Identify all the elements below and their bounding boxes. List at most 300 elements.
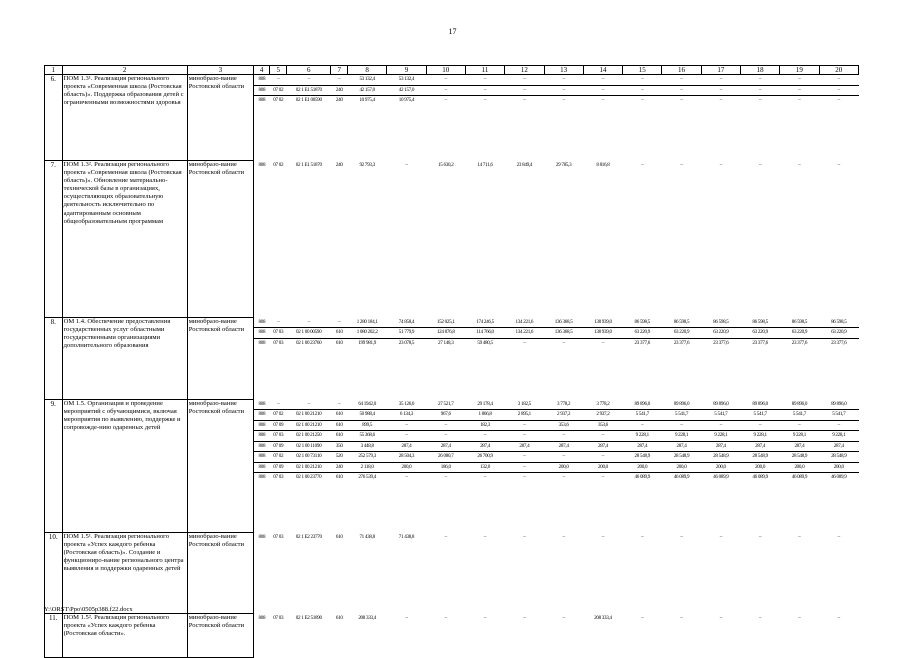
sub-value: –: [444, 474, 447, 480]
value-cell: [623, 533, 662, 614]
value-cell: [253, 400, 270, 533]
sub-value: 5 541,7: [780, 410, 819, 421]
column-number: 10: [426, 66, 465, 75]
column-number: 5: [270, 66, 287, 75]
row-number: 7.: [45, 161, 63, 318]
sub-value: 02 1 00 21210: [287, 463, 331, 474]
sub-value: –: [483, 97, 487, 103]
sub-value: 07 02: [270, 452, 287, 463]
sub-value: –: [583, 86, 622, 97]
value-cell: [465, 533, 504, 614]
value-cell: [623, 318, 662, 400]
sub-value: 10 975,4: [359, 97, 375, 103]
sub-value: –: [505, 86, 544, 97]
value-cell: [662, 75, 701, 161]
sub-value: –: [426, 421, 465, 432]
table-row: [45, 75, 859, 161]
sub-value: 200,0: [544, 463, 583, 474]
sub-value: –: [641, 97, 644, 103]
column-number: 6: [287, 66, 331, 75]
sub-value: 9 228,1: [819, 431, 858, 442]
sub-value: –: [680, 533, 683, 540]
sub-value: 2 118,0: [348, 463, 387, 474]
sub-value: 63 220,9: [780, 328, 819, 339]
sub-value: 3 778,2: [544, 400, 583, 411]
value-cell: [623, 614, 662, 658]
sub-value: 10 975,4: [398, 97, 415, 103]
column-number: 11: [465, 66, 504, 75]
value-cell: [426, 318, 465, 400]
sub-value: 46 089,9: [831, 474, 847, 480]
sub-value: 353,6: [583, 421, 622, 432]
value-cell: [780, 75, 819, 161]
value-cell: [662, 318, 701, 400]
sub-value: 23 377,6: [831, 339, 847, 346]
sub-value: –: [662, 75, 701, 86]
sub-value: –: [798, 97, 801, 103]
sub-value: 5 541,7: [662, 410, 701, 421]
sub-value: 124 876,8: [426, 328, 465, 339]
value-cell: [387, 614, 426, 658]
sub-value: –: [405, 161, 408, 168]
sub-value: –: [505, 75, 544, 86]
sub-value: –: [798, 161, 801, 168]
measure-description: ПОМ 1.3². Реализация регионального проекта «Современная школа (Ростовская область)». Обновление материально-технической базы в организациях, осуществляющих образовательную деятельность исключительно по адаптированным основным общеобразовательным программам: [62, 161, 187, 318]
sub-value: –: [523, 474, 526, 480]
sub-value: 07 09: [270, 442, 287, 453]
value-cell: [544, 161, 583, 318]
sub-value: 174 246,5: [465, 318, 504, 329]
sub-value: 53 132,4: [387, 75, 426, 86]
sub-value: –: [331, 400, 348, 411]
sub-value: 240: [335, 161, 343, 168]
sub-value: –: [331, 318, 348, 329]
sub-value: 02 1 00 21210: [287, 410, 331, 421]
value-cell: [348, 533, 387, 614]
sub-value: 02 1 E1 51870: [287, 86, 331, 97]
sub-value: 86 598,5: [701, 318, 740, 329]
sub-value: –: [701, 86, 740, 97]
value-cell: [348, 400, 387, 533]
sub-value: –: [287, 318, 331, 329]
sub-value: 89 896,0: [701, 400, 740, 411]
sub-value: 02 1 E1 51870: [295, 161, 322, 168]
sub-value: 3 448,8: [348, 442, 387, 453]
value-cell: [780, 614, 819, 658]
value-cell: [583, 318, 622, 400]
measure-description: ОМ 1.4. Обеспечение предоставления государственных услуг областными государственными организациями дополнительного образования: [62, 318, 187, 400]
sub-value: 07 03: [273, 614, 284, 621]
sub-value: 07 03: [273, 339, 284, 346]
column-number: 9: [387, 66, 426, 75]
sub-value: 199 981,9: [358, 339, 376, 346]
sub-value: 46 089,9: [673, 474, 690, 480]
value-cell: [465, 400, 504, 533]
value-cell: [287, 318, 331, 400]
sub-value: 02 1 00 23760: [296, 339, 322, 346]
value-cell: [740, 533, 779, 614]
sub-value: 89 896,0: [662, 400, 701, 411]
sub-value: 07 03: [270, 328, 287, 339]
value-cell: [387, 318, 426, 400]
value-cell: [505, 318, 544, 400]
sub-value: 899,5: [348, 421, 387, 432]
value-cell: [465, 614, 504, 658]
sub-value: 808: [258, 474, 266, 480]
sub-value: 287,4: [819, 442, 858, 453]
table-row: [45, 161, 859, 318]
sub-value: 610: [331, 410, 348, 421]
value-cell: [583, 75, 622, 161]
sub-value: –: [562, 533, 565, 540]
value-cell: [583, 614, 622, 658]
sub-value: 200,0: [740, 463, 779, 474]
sub-value: 07 02: [270, 410, 287, 421]
sub-value: 23 377,6: [713, 339, 729, 346]
sub-value: 114 766,0: [465, 328, 504, 339]
sub-value: 42 157,0: [348, 86, 387, 97]
sub-value: 808: [254, 86, 270, 97]
sub-value: 200,0: [819, 463, 858, 474]
value-cell: [623, 161, 662, 318]
sub-value: 808: [254, 463, 270, 474]
sub-value: 07 02: [273, 97, 284, 103]
sub-value: –: [562, 474, 565, 480]
sub-value: 134 221,6: [505, 318, 544, 329]
sub-value: –: [680, 161, 683, 168]
value-cell: [331, 75, 348, 161]
sub-value: 610: [335, 533, 343, 540]
sub-value: –: [562, 97, 565, 103]
value-cell: [819, 161, 858, 318]
sub-value: –: [623, 75, 662, 86]
sub-value: 89 896,0: [623, 400, 662, 411]
executor: минобразо-вание Ростовской области: [187, 614, 253, 658]
value-cell: [740, 161, 779, 318]
sub-value: –: [544, 452, 583, 463]
value-cell: [348, 75, 387, 161]
value-cell: [287, 161, 331, 318]
sub-value: –: [740, 86, 779, 97]
file-path-footer: Y:\ORST\Ppo\0505p388.f22.docx: [44, 606, 133, 613]
sub-value: –: [483, 533, 487, 540]
measure-description: ПОМ 1.5¹. Реализация регионального проекта «Успех каждого ребенка (Ростовская область)». Создание и функциониро-вание регионального центра выявления и поддержки одаренных детей: [62, 533, 187, 614]
budget-table: [44, 65, 859, 658]
sub-value: 86 598,5: [662, 318, 701, 329]
value-cell: [287, 614, 331, 658]
sub-value: 28 548,9: [780, 452, 819, 463]
sub-value: 35 126,0: [387, 400, 426, 411]
sub-value: 808: [258, 339, 266, 346]
sub-value: 808: [254, 410, 270, 421]
sub-value: –: [505, 452, 544, 463]
column-number: 17: [701, 66, 740, 75]
sub-value: –: [601, 97, 605, 103]
sub-value: 63 220,9: [819, 328, 858, 339]
value-cell: [662, 400, 701, 533]
table-row: [45, 318, 859, 400]
sub-value: 23 849,4: [516, 161, 533, 168]
sub-value: 200,0: [701, 463, 740, 474]
value-cell: [780, 400, 819, 533]
sub-value: –: [798, 614, 801, 621]
value-cell: [465, 161, 504, 318]
column-number: 1: [45, 66, 63, 75]
column-number: 13: [544, 66, 583, 75]
sub-value: 28 548,9: [740, 452, 779, 463]
value-cell: [780, 533, 819, 614]
sub-value: 808: [258, 97, 266, 103]
value-cell: [426, 75, 465, 161]
sub-value: 287,4: [387, 442, 426, 453]
value-cell: [544, 614, 583, 658]
sub-value: 89 896,0: [819, 400, 858, 411]
value-cell: [253, 318, 270, 400]
sub-value: 808: [254, 400, 270, 411]
sub-value: 86 598,5: [623, 318, 662, 329]
column-number: 15: [623, 66, 662, 75]
sub-value: 2 937,2: [544, 410, 583, 421]
sub-value: –: [444, 533, 447, 540]
sub-value: 02 1 00 21210: [287, 421, 331, 432]
value-cell: [270, 161, 287, 318]
sub-value: –: [719, 533, 722, 540]
column-number: 3: [187, 66, 253, 75]
value-cell: [819, 400, 858, 533]
sub-value: 23 377,6: [634, 339, 650, 346]
value-cell: [740, 614, 779, 658]
value-cell: [287, 533, 331, 614]
table-row: [45, 400, 859, 533]
sub-value: 200,0: [387, 463, 426, 474]
value-cell: [331, 400, 348, 533]
sub-value: 2 937,2: [583, 410, 622, 421]
value-cell: [780, 161, 819, 318]
sub-value: 63 220,9: [623, 328, 662, 339]
sub-value: 287,4: [544, 442, 583, 453]
sub-value: –: [523, 614, 526, 621]
sub-value: 89 896,0: [740, 400, 779, 411]
sub-value: 208 333,4: [594, 614, 612, 621]
sub-value: –: [387, 421, 426, 432]
value-cell: [544, 75, 583, 161]
column-number: 19: [780, 66, 819, 75]
sub-value: 63 220,9: [740, 328, 779, 339]
sub-value: –: [583, 431, 622, 442]
sub-value: –: [544, 75, 583, 86]
sub-value: 02 1 00 00590: [287, 328, 331, 339]
sub-value: 808: [258, 533, 266, 540]
sub-value: –: [483, 474, 487, 480]
sub-value: 134 221,6: [505, 328, 544, 339]
sub-value: 208 333,4: [358, 614, 376, 621]
sub-value: 71 438,8: [398, 533, 415, 540]
sub-value: 86 598,5: [819, 318, 858, 329]
sub-value: 50 988,4: [348, 410, 387, 421]
executor: минобразо-вание Ростовской области: [187, 400, 253, 533]
sub-value: –: [426, 86, 465, 97]
sub-value: –: [601, 474, 605, 480]
sub-value: –: [544, 86, 583, 97]
sub-value: 138 939,0: [583, 318, 622, 329]
sub-value: –: [387, 431, 426, 442]
sub-value: 808: [254, 328, 270, 339]
sub-value: –: [505, 421, 544, 432]
sub-value: –: [601, 339, 605, 346]
sub-value: 59 480,5: [477, 339, 493, 346]
sub-value: –: [331, 75, 348, 86]
value-cell: [701, 400, 740, 533]
value-cell: [387, 533, 426, 614]
sub-value: 28 548,9: [662, 452, 701, 463]
value-cell: [740, 318, 779, 400]
value-cell: [505, 614, 544, 658]
sub-value: 29 178,4: [465, 400, 504, 411]
sub-value: 9 228,1: [740, 431, 779, 442]
sub-value: 240: [335, 97, 343, 103]
value-cell: [253, 75, 270, 161]
sub-value: 23 377,6: [752, 339, 768, 346]
value-cell: [740, 75, 779, 161]
sub-value: –: [759, 97, 762, 103]
column-number-row: [45, 66, 859, 75]
value-cell: [583, 400, 622, 533]
sub-value: –: [780, 421, 819, 432]
sub-value: 02 1 00 11090: [287, 442, 331, 453]
sub-value: 46 089,9: [713, 474, 729, 480]
value-cell: [662, 161, 701, 318]
sub-value: –: [562, 339, 565, 346]
sub-value: 02 1 E2 23770: [295, 533, 322, 540]
sub-value: 808: [254, 318, 270, 329]
value-cell: [426, 400, 465, 533]
row-number: 8.: [45, 318, 63, 400]
sub-value: –: [562, 614, 565, 621]
column-number: 8: [348, 66, 387, 75]
value-cell: [701, 614, 740, 658]
sub-value: 136 368,5: [544, 318, 583, 329]
sub-value: 1 080 202,2: [348, 328, 387, 339]
sub-value: 92 793,3: [359, 161, 375, 168]
value-cell: [701, 75, 740, 161]
sub-value: 186,0: [426, 463, 465, 474]
sub-value: 53 132,4: [348, 75, 387, 86]
sub-value: 808: [254, 75, 270, 86]
sub-value: –: [287, 400, 331, 411]
sub-value: 200,0: [780, 463, 819, 474]
sub-value: –: [740, 75, 779, 86]
sub-value: –: [505, 463, 544, 474]
sub-value: 23 078,5: [398, 339, 415, 346]
row-number: 6.: [45, 75, 63, 161]
value-cell: [331, 161, 348, 318]
sub-value: –: [444, 97, 447, 103]
sub-value: 5 541,7: [623, 410, 662, 421]
value-cell: [331, 318, 348, 400]
sub-value: –: [819, 86, 858, 97]
sub-value: –: [483, 614, 487, 621]
value-cell: [426, 533, 465, 614]
sub-value: 02 1 00 21250: [287, 431, 331, 442]
value-cell: [701, 533, 740, 614]
sub-value: –: [701, 421, 740, 432]
value-cell: [701, 318, 740, 400]
value-cell: [505, 533, 544, 614]
sub-value: 9 228,1: [780, 431, 819, 442]
column-number: 14: [583, 66, 622, 75]
sub-value: 46 089,9: [634, 474, 650, 480]
sub-value: 64 1942,0: [348, 400, 387, 411]
row-number: 9.: [45, 400, 63, 533]
value-cell: [819, 533, 858, 614]
sub-value: –: [780, 86, 819, 97]
column-number: 16: [662, 66, 701, 75]
measure-description: ПОМ 1.3¹. Реализация регионального проекта «Современная школа (Ростовская область)». Поддержка образования детей с ограниченными возможностями здоровья: [62, 75, 187, 161]
value-cell: [387, 400, 426, 533]
sub-value: 86 598,5: [740, 318, 779, 329]
sub-value: 86 598,5: [780, 318, 819, 329]
sub-value: 200,0: [623, 463, 662, 474]
sub-value: 136 368,5: [544, 328, 583, 339]
sub-value: 26 080,7: [426, 452, 465, 463]
sub-value: 287,4: [505, 442, 544, 453]
sub-value: –: [544, 431, 583, 442]
value-cell: [544, 318, 583, 400]
value-cell: [331, 614, 348, 658]
sub-value: 23 377,6: [673, 339, 690, 346]
sub-value: 240: [331, 463, 348, 474]
sub-value: 28 504,3: [387, 452, 426, 463]
value-cell: [505, 400, 544, 533]
row-number: 11.: [45, 614, 63, 658]
sub-value: –: [270, 75, 287, 86]
value-cell: [270, 400, 287, 533]
sub-value: 89 896,0: [780, 400, 819, 411]
sub-value: 5 541,7: [819, 410, 858, 421]
value-cell: [253, 161, 270, 318]
column-number: 7: [331, 66, 348, 75]
sub-value: 02 1 E1 00590: [295, 97, 322, 103]
sub-value: 287,4: [465, 442, 504, 453]
sub-value: –: [505, 431, 544, 442]
sub-value: 8 816,8: [596, 161, 610, 168]
sub-value: 1 280 184,1: [348, 318, 387, 329]
value-cell: [701, 161, 740, 318]
value-cell: [583, 161, 622, 318]
sub-value: 07 02: [270, 86, 287, 97]
value-cell: [544, 400, 583, 533]
sub-value: 28 548,9: [623, 452, 662, 463]
sub-value: 14 711,6: [477, 161, 493, 168]
sub-value: –: [583, 452, 622, 463]
column-number: 2: [62, 66, 187, 75]
sub-value: 610: [335, 474, 343, 480]
sub-value: 132,0: [465, 463, 504, 474]
value-cell: [387, 161, 426, 318]
sub-value: –: [798, 533, 801, 540]
value-cell: [348, 318, 387, 400]
sub-value: 240: [331, 86, 348, 97]
value-cell: [287, 400, 331, 533]
sub-value: –: [444, 614, 447, 621]
value-cell: [270, 75, 287, 161]
sub-value: –: [662, 86, 701, 97]
sub-value: 26 700,9: [465, 452, 504, 463]
sub-value: –: [523, 97, 526, 103]
sub-value: 610: [335, 614, 343, 621]
value-cell: [465, 75, 504, 161]
sub-value: 520: [331, 452, 348, 463]
